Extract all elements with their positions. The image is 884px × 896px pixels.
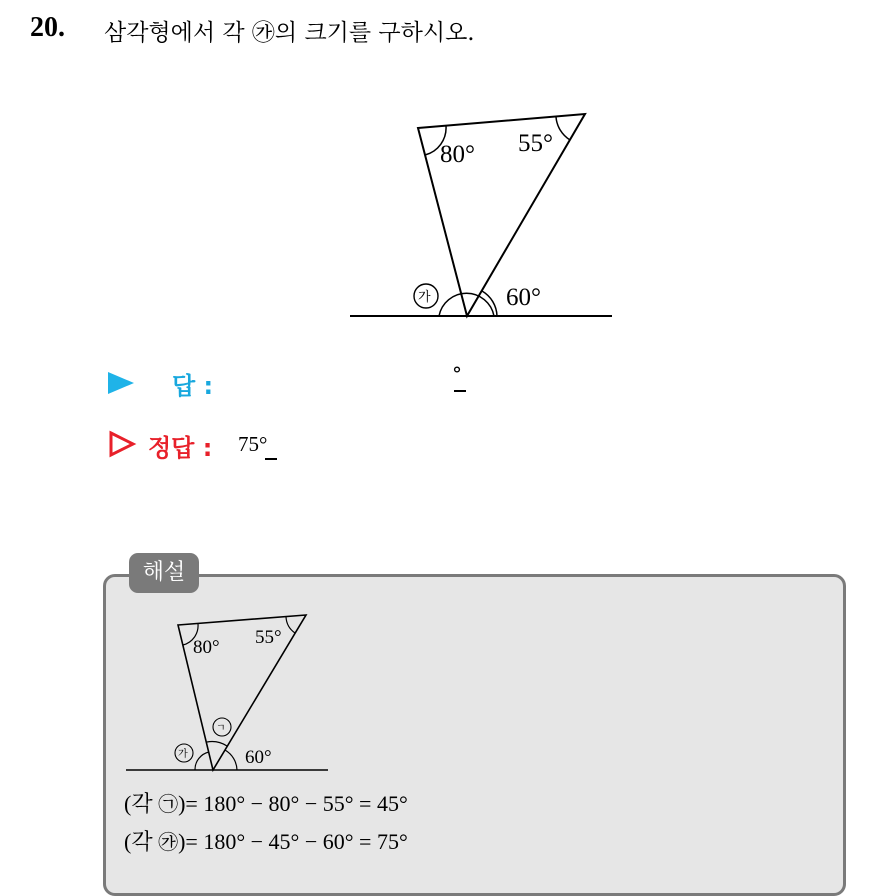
solution-row — [108, 428, 508, 464]
outline-arrow-icon — [108, 430, 136, 458]
line1-prefix: (각 — [124, 791, 159, 816]
answer-label: 답 : — [172, 372, 214, 400]
line1-expr: )= 180° − 80° − 55° = 45° — [178, 791, 408, 816]
answer-row — [108, 362, 508, 400]
explanation-tag: 해설 — [129, 553, 199, 593]
solution-underline — [265, 458, 277, 460]
explanation-line-1 — [124, 787, 408, 818]
exp-inner-mark-text: ㄱ — [216, 723, 226, 734]
answer-underline — [454, 390, 466, 392]
solution-label: 정답 : — [148, 434, 213, 462]
arc-bottom-right — [482, 291, 497, 316]
arc-target — [439, 293, 494, 316]
target-mark-text: 가 — [418, 290, 431, 305]
label-80: 80° — [440, 141, 475, 168]
line2-mark: ㉮ — [158, 830, 179, 854]
exp-label-55: 55° — [255, 627, 282, 648]
target-mark-circle — [414, 284, 438, 308]
line2-expr: )= 180° − 45° − 60° = 75° — [178, 829, 408, 854]
solution-value: 75° — [238, 432, 268, 456]
arc-top-left — [425, 126, 446, 155]
explanation-line-2 — [124, 825, 408, 856]
question-text: 삼각형에서 각 ㉮의 크기를 구하시오. — [104, 20, 475, 46]
line1-mark: ㉠ — [158, 792, 179, 816]
answer-input[interactable] — [452, 362, 472, 394]
label-60: 60° — [506, 284, 541, 311]
arc-top-right — [556, 117, 570, 140]
exp-label-60: 60° — [245, 747, 272, 768]
triangle-arrow-icon — [108, 372, 134, 394]
answer-unit: ° — [452, 362, 462, 386]
question-number: 20. — [30, 12, 65, 43]
label-55: 55° — [518, 130, 553, 157]
exp-label-80: 80° — [193, 637, 220, 658]
exp-target-mark-text: 가 — [178, 749, 188, 760]
line2-prefix: (각 — [124, 829, 159, 854]
triangle — [418, 114, 585, 316]
